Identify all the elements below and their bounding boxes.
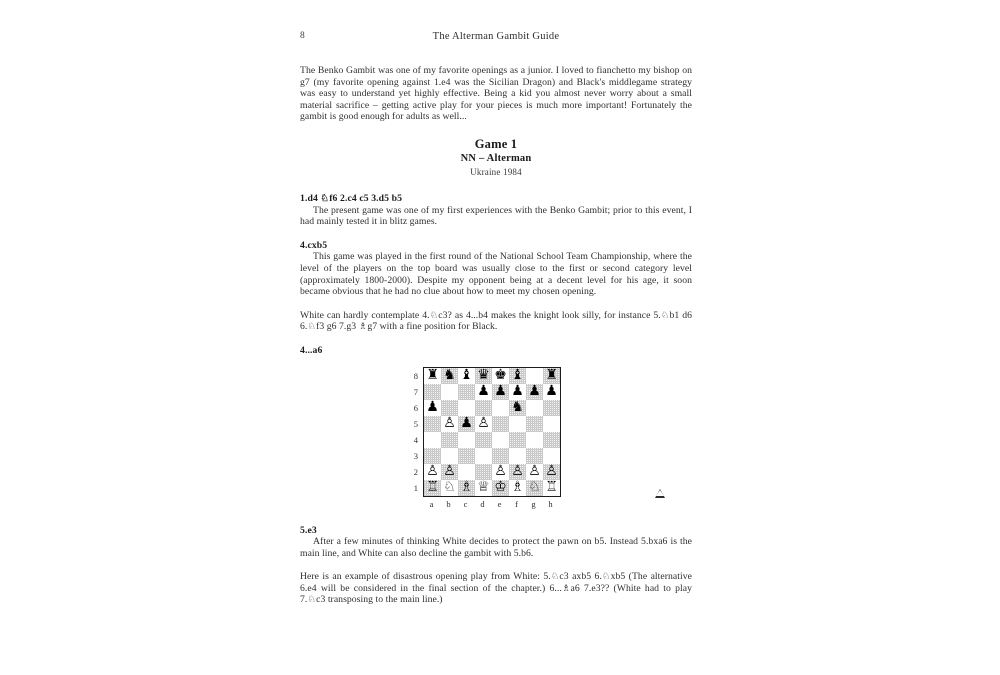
board-square-e4[interactable] (492, 432, 509, 448)
chess-piece: ♗ (460, 479, 473, 495)
rank-label: 6 (413, 402, 418, 413)
board-square-g7[interactable] (526, 384, 543, 400)
chess-piece: ♟ (460, 415, 473, 431)
rank-labels (405, 368, 423, 496)
chess-piece: ♙ (443, 463, 456, 479)
chess-piece: ♝ (460, 367, 473, 383)
board-square-d6[interactable] (475, 400, 492, 416)
board-square-g6[interactable] (526, 400, 543, 416)
game-event: Ukraine 1984 (470, 166, 522, 177)
board-square-b2[interactable] (441, 464, 458, 480)
move-text-4: This game was played in the first round of the National School Team Championship, where the level of the players on the top board was usually close to the first or second category level (approximately 1800-2000). Despite my opponent being at a decent level for his age, it soon became obvious that he had no clue about how to meet my chosen opening. (300, 251, 692, 298)
book-page (300, 0, 692, 675)
board-square-e3[interactable] (492, 448, 509, 464)
board-square-a1[interactable] (424, 480, 441, 496)
chess-piece: ♟ (494, 383, 507, 399)
board-square-h8[interactable] (543, 368, 560, 384)
board-square-e2[interactable] (492, 464, 509, 480)
chess-piece: ♟ (528, 383, 541, 399)
board-square-c6[interactable] (458, 400, 475, 416)
chess-piece: ♞ (443, 367, 456, 383)
board-square-g8[interactable] (526, 368, 543, 384)
file-label: c (463, 498, 468, 509)
board-square-e7[interactable] (492, 384, 509, 400)
intro-paragraph: The Benko Gambit was one of my favorite openings as a junior. I loved to fianchetto my bishop on g7 (my favorite opening against 1.e4 was the Sicilian Dragon) and Black's middlegame strategy was easy to understand yet highly effective. Being a kid you almost never worry about a small material sacrifice – getting active play for your pieces is much more important! Fortunately the gambit is good enough for adults as well... (300, 65, 692, 123)
board-square-b8[interactable] (441, 368, 458, 384)
board-square-d8[interactable] (475, 368, 492, 384)
rank-label: 3 (413, 450, 418, 461)
board-square-c3[interactable] (458, 448, 475, 464)
file-label: g (531, 498, 536, 509)
board-square-a7[interactable] (424, 384, 441, 400)
chess-piece: ♟ (426, 399, 439, 415)
board-square-b4[interactable] (441, 432, 458, 448)
chess-piece: ♙ (545, 463, 558, 479)
chess-piece: ♙ (443, 415, 456, 431)
chess-piece: ♙ (528, 463, 541, 479)
rank-label: 7 (413, 386, 418, 397)
board-square-a5[interactable] (424, 416, 441, 432)
running-head (300, 31, 692, 53)
board-square-f1[interactable] (509, 480, 526, 496)
board-square-b6[interactable] (441, 400, 458, 416)
file-labels (423, 499, 561, 509)
chess-piece: ♞ (511, 399, 524, 415)
move-heading-1: 1.d4 ♘f6 2.c4 c5 3.d5 b5 (300, 192, 403, 204)
board-rank (424, 384, 560, 400)
chess-piece: ♛ (477, 367, 490, 383)
board-rank (424, 400, 560, 416)
move-text-1: The present game was one of my first experiences with the Benko Gambit; prior to this event, I had mainly tested it in blitz games. (300, 204, 692, 228)
board-square-d5[interactable] (475, 416, 492, 432)
chess-piece: ♗ (511, 479, 524, 495)
chess-piece: ♙ (477, 415, 490, 431)
board-rank (424, 416, 560, 432)
board-rank (424, 464, 560, 480)
move-text-5: After a few minutes of thinking White decides to protect the pawn on b5. Instead 5.bxa6 is the main line, and White can also decline the gambit with 5.b6. (300, 536, 692, 559)
board-rank (424, 480, 560, 496)
chess-piece: ♖ (545, 479, 558, 495)
board-square-h4[interactable] (543, 432, 560, 448)
board-square-a8[interactable] (424, 368, 441, 384)
file-label: a (429, 498, 434, 509)
board-square-c8[interactable] (458, 368, 475, 384)
board-square-f5[interactable] (509, 416, 526, 432)
chess-piece: ♝ (511, 367, 524, 383)
board-square-c1[interactable] (458, 480, 475, 496)
rank-label: 5 (413, 418, 418, 429)
chess-diagram-container (300, 367, 692, 517)
board-square-a2[interactable] (424, 464, 441, 480)
chess-piece: ♙ (511, 463, 524, 479)
board-square-f2[interactable] (509, 464, 526, 480)
board-square-c4[interactable] (458, 432, 475, 448)
board-square-d1[interactable] (475, 480, 492, 496)
board-rank (424, 368, 560, 384)
board-square-h7[interactable] (543, 384, 560, 400)
board-square-f3[interactable] (509, 448, 526, 464)
board-square-g4[interactable] (526, 432, 543, 448)
board-square-e5[interactable] (492, 416, 509, 432)
move-heading-5: 5.e3 (300, 524, 317, 536)
running-title: The Alterman Gambit Guide (432, 31, 560, 42)
chess-piece: ♟ (477, 383, 490, 399)
chess-piece: ♟ (511, 383, 524, 399)
file-label: f (515, 498, 518, 509)
board-square-h5[interactable] (543, 416, 560, 432)
chess-piece: ♕ (477, 479, 490, 495)
rank-label: 4 (413, 434, 418, 445)
chess-piece: ♘ (443, 479, 456, 495)
board-square-d4[interactable] (475, 432, 492, 448)
board-square-b1[interactable] (441, 480, 458, 496)
rank-label: 2 (413, 466, 418, 477)
board-square-h1[interactable] (543, 480, 560, 496)
file-label: d (480, 498, 485, 509)
rank-label: 8 (413, 370, 418, 381)
board-square-g2[interactable] (526, 464, 543, 480)
chess-piece: ♚ (494, 367, 507, 383)
board-square-d3[interactable] (475, 448, 492, 464)
board-rank (424, 432, 560, 448)
board-square-b3[interactable] (441, 448, 458, 464)
file-label: b (446, 498, 451, 509)
file-label: e (497, 498, 502, 509)
board-square-g3[interactable] (526, 448, 543, 464)
board-square-g5[interactable] (526, 416, 543, 432)
board-square-d2[interactable] (475, 464, 492, 480)
game-header (300, 137, 692, 179)
board-square-g1[interactable] (526, 480, 543, 496)
board-square-f4[interactable] (509, 432, 526, 448)
board-square-b5[interactable] (441, 416, 458, 432)
board-square-e6[interactable] (492, 400, 509, 416)
chess-piece: ♖ (426, 479, 439, 495)
file-label: h (548, 498, 553, 509)
game-players: NN – Alterman (460, 152, 532, 164)
board-square-c7[interactable] (458, 384, 475, 400)
board-rank (424, 448, 560, 464)
board-square-b7[interactable] (441, 384, 458, 400)
board-square-a3[interactable] (424, 448, 441, 464)
board-square-h2[interactable] (543, 464, 560, 480)
board-square-e8[interactable] (492, 368, 509, 384)
board-square-f8[interactable] (509, 368, 526, 384)
chess-board[interactable] (423, 367, 561, 497)
game-number: Game 1 (474, 136, 518, 151)
chess-piece: ♙ (426, 463, 439, 479)
chess-piece: ♜ (545, 367, 558, 383)
board-square-a6[interactable] (424, 400, 441, 416)
chess-piece: ♜ (426, 367, 439, 383)
chess-diagram (405, 367, 561, 509)
closing-paragraph: Here is an example of disastrous opening play from White: 5.♘c3 axb5 6.♘xb5 (The alternative 6.e4 will be considered in the final section of the chapter.) 6...♗a6 7.e3?? (White had to play 7.♘c3 transposing to the main line.) (300, 571, 692, 606)
move-heading-4b: 4...a6 (300, 344, 323, 356)
page-number: 8 (300, 31, 305, 41)
note-paragraph: White can hardly contemplate 4.♘c3? as 4...b4 makes the knight look silly, for instance 5.♘b1 d6 6.♘f3 g6 7.g3 ♗g7 with a fine position for Black. (300, 309, 692, 333)
board-square-c2[interactable] (458, 464, 475, 480)
chess-piece: ♔ (494, 479, 507, 495)
rank-label: 1 (413, 482, 418, 493)
move-heading-4: 4.cxb5 (300, 239, 328, 251)
chess-piece: ♘ (528, 479, 541, 495)
board-square-h3[interactable] (543, 448, 560, 464)
board-square-e1[interactable] (492, 480, 509, 496)
board-square-h6[interactable] (543, 400, 560, 416)
board-square-f6[interactable] (509, 400, 526, 416)
chess-piece: ♟ (545, 383, 558, 399)
board-square-f7[interactable] (509, 384, 526, 400)
board-square-a4[interactable] (424, 432, 441, 448)
board-square-d7[interactable] (475, 384, 492, 400)
board-square-c5[interactable] (458, 416, 475, 432)
chess-piece: ♙ (494, 463, 507, 479)
